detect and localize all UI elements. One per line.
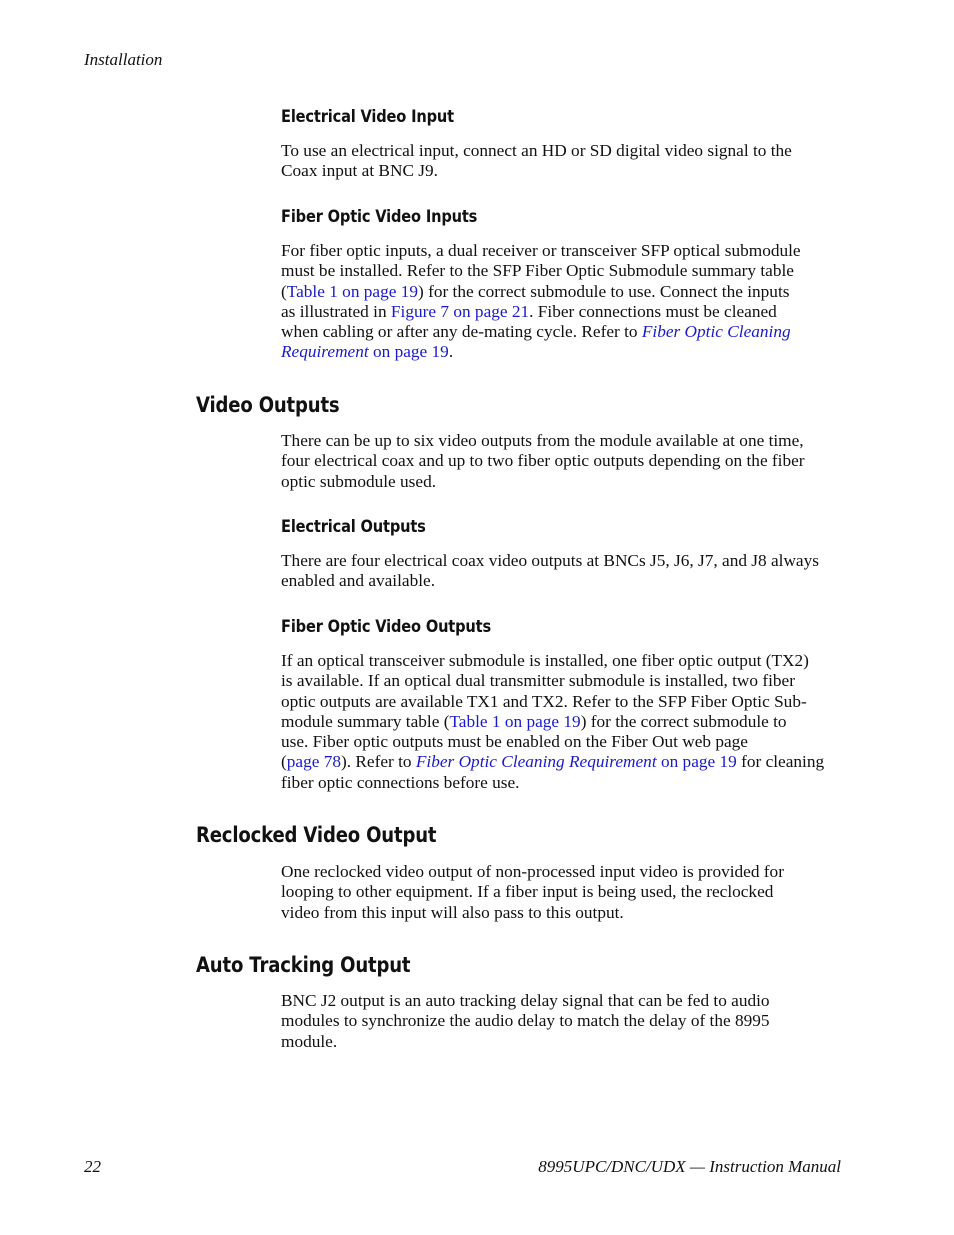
text-line: is available. If an optical dual transmitter submodule is installed, two fiber <box>281 671 795 691</box>
link-page-19[interactable]: on page 19 <box>656 752 737 772</box>
link-page-19[interactable]: on page 19 <box>368 342 449 362</box>
text-fragment: ). Refer to <box>341 752 416 772</box>
paragraph-electrical-video-input <box>281 141 843 182</box>
text-line <box>281 322 843 342</box>
paragraph-fiber-optic-video-inputs <box>281 241 843 363</box>
text-line: To use an electrical input, connect an HD or SD digital video signal to the <box>281 141 792 160</box>
text-line: must be installed. Refer to the SFP Fiber Optic Submodule summary table <box>281 261 794 281</box>
page-number: 22 <box>84 1157 101 1176</box>
link-figure-7-page-21[interactable]: Figure 7 on page 21 <box>390 301 530 321</box>
heading-fiber-optic-video-inputs: Fiber Optic Video Inputs <box>281 207 478 227</box>
paragraph-fiber-optic-video-outputs <box>281 651 843 793</box>
paragraph-reclocked-video-output <box>281 862 843 923</box>
paragraph-electrical-outputs <box>281 551 843 592</box>
text-fragment: ( <box>281 281 287 301</box>
link-fiber-optic-cleaning-requirement-cont[interactable]: Requirement <box>281 342 369 362</box>
text-fragment: ) for the correct submodule to <box>580 711 787 731</box>
link-fiber-optic-cleaning-requirement[interactable]: Fiber Optic Cleaning Requirement <box>415 752 657 772</box>
text-line: optic submodule used. <box>281 471 437 491</box>
text-line: video from this input will also pass to this output. <box>281 902 624 922</box>
text-line: module. <box>281 1031 338 1051</box>
text-line: There can be up to six video outputs from the module available at one time, <box>281 431 804 450</box>
text-line: optic outputs are available TX1 and TX2. Refer to the SFP Fiber Optic Sub- <box>281 691 807 711</box>
link-fiber-optic-cleaning-requirement[interactable]: Fiber Optic Cleaning <box>641 322 791 342</box>
text-line: four electrical coax and up to two fiber optic outputs depending on the fiber <box>281 451 805 471</box>
text-fragment: ) for the correct submodule to use. Connect the inputs <box>418 281 790 301</box>
heading-video-outputs: Video Outputs <box>196 393 340 417</box>
text-line: fiber optic connections before use. <box>281 772 520 792</box>
paragraph-video-outputs <box>281 431 843 492</box>
heading-reclocked-video-output: Reclocked Video Output <box>196 823 437 847</box>
text-line: For fiber optic inputs, a dual receiver or transceiver SFP optical submodule <box>281 241 801 260</box>
text-fragment: module summary table ( <box>281 711 450 731</box>
manual-title: 8995UPC/DNC/UDX — Instruction Manual <box>538 1157 841 1176</box>
text-line: use. Fiber optic outputs must be enabled on the Fiber Out web page <box>281 732 748 752</box>
link-page-78[interactable]: page 78 <box>286 752 341 772</box>
link-table-1-page-19[interactable]: Table 1 on page 19 <box>449 711 581 731</box>
link-table-1-page-19[interactable]: Table 1 on page 19 <box>286 281 419 301</box>
heading-fiber-optic-video-outputs: Fiber Optic Video Outputs <box>281 617 492 637</box>
text-fragment: ( <box>281 752 287 772</box>
heading-electrical-outputs: Electrical Outputs <box>281 517 426 537</box>
text-line: BNC J2 output is an auto tracking delay signal that can be fed to audio <box>281 991 770 1010</box>
text-line <box>281 282 843 302</box>
running-header: Installation <box>84 50 163 69</box>
text-line: There are four electrical coax video outputs at BNCs J5, J6, J7, and J8 always <box>281 551 819 570</box>
heading-auto-tracking-output: Auto Tracking Output <box>196 953 411 977</box>
text-line: One reclocked video output of non-processed input video is provided for <box>281 862 784 881</box>
heading-electrical-video-input: Electrical Video Input <box>281 107 454 127</box>
text-fragment: when cabling or after any de-mating cycle. Refer to <box>281 322 642 342</box>
text-line: looping to other equipment. If a fiber input is being used, the reclocked <box>281 882 774 902</box>
text-line <box>281 752 843 772</box>
text-line: enabled and available. <box>281 571 436 591</box>
text-line <box>281 302 843 322</box>
text-line: Coax input at BNC J9. <box>281 161 438 181</box>
text-line <box>281 342 843 362</box>
text-fragment: for cleaning <box>736 752 825 772</box>
text-fragment: as illustrated in <box>281 301 391 321</box>
text-line <box>281 712 843 732</box>
text-fragment: . <box>448 342 454 362</box>
text-fragment: . Fiber connections must be cleaned <box>529 301 777 321</box>
text-line: modules to synchronize the audio delay to match the delay of the 8995 <box>281 1011 770 1031</box>
paragraph-auto-tracking-output <box>281 991 843 1052</box>
text-line: If an optical transceiver submodule is installed, one fiber optic output (TX2) <box>281 651 809 670</box>
